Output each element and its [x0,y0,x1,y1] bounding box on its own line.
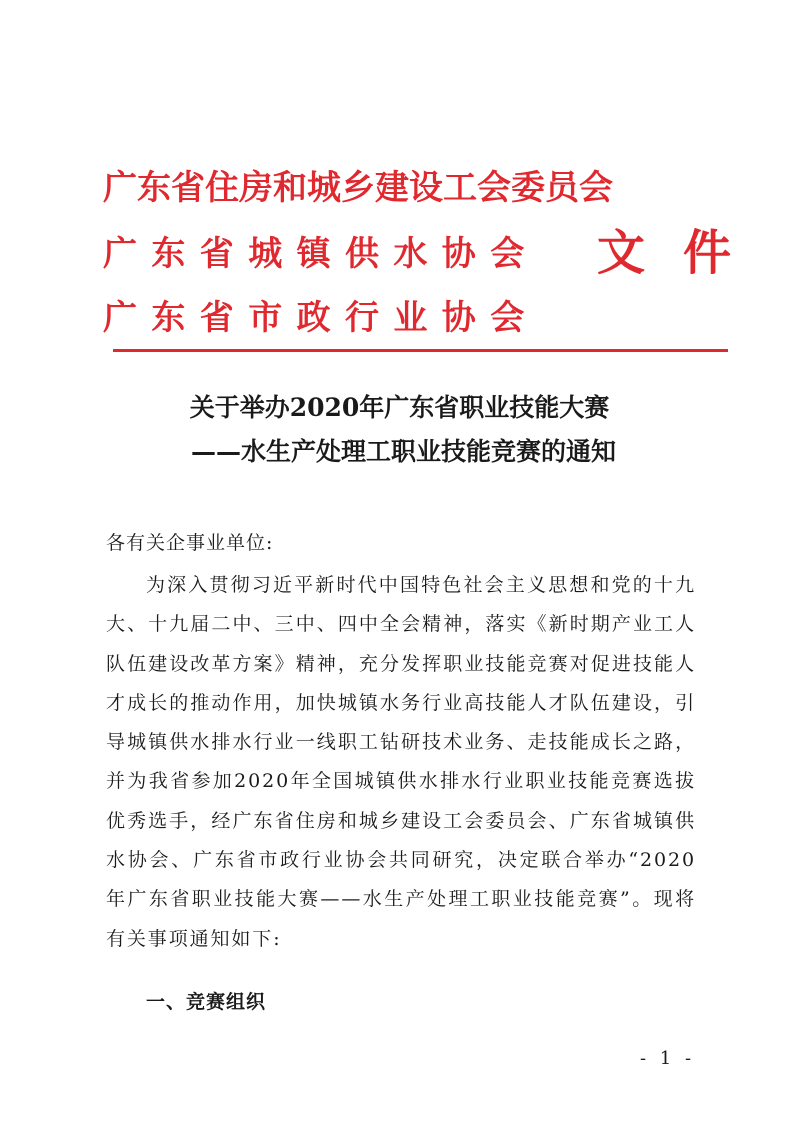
issuer-name-2: 广东省城镇供水协会 [103,234,539,274]
header-divider [113,349,728,352]
section-heading: 一、竞赛组织 [146,991,267,1013]
document-title-line-2: ——水生产处理工职业技能竞赛的通知 [190,437,616,466]
salutation: 各有关企事业单位: [106,532,274,554]
document-header [103,150,770,340]
document-type-label: 文件 [597,225,770,281]
page-number: - 1 - [640,1048,696,1069]
issuer-name-1: 广东省住房和城乡建设工会委员会 [103,168,613,208]
issuer-name-3: 广东省市政行业协会 [103,298,539,338]
body-paragraph: 为深入贯彻习近平新时代中国特色社会主义思想和党的十九大、十九届二中、三中、四中全会精神，落实《新时期产业工人队伍建设改革方案》精神，充分发挥职业技能竞赛对促进技能人才成长的推动作用，加快城镇水务行业高技能人才队伍建设，引导城镇供水排水行业一线职工钻研技术业务、走技能成长之路，并为我省参加2020年全国城镇供水排水行业职业技能竞赛选拔优秀选手，经广东省住房和城乡建设工会委员会、广东省城镇供水协会、广东省市政行业协会共同研究，决定联合举办“2020年广东省职业技能大赛——水生产处理工职业技能竞赛”。现将有关事项通知如下: [106,574,696,950]
document-title-line-1: 关于举办2020年广东省职业技能大赛 [189,393,610,422]
